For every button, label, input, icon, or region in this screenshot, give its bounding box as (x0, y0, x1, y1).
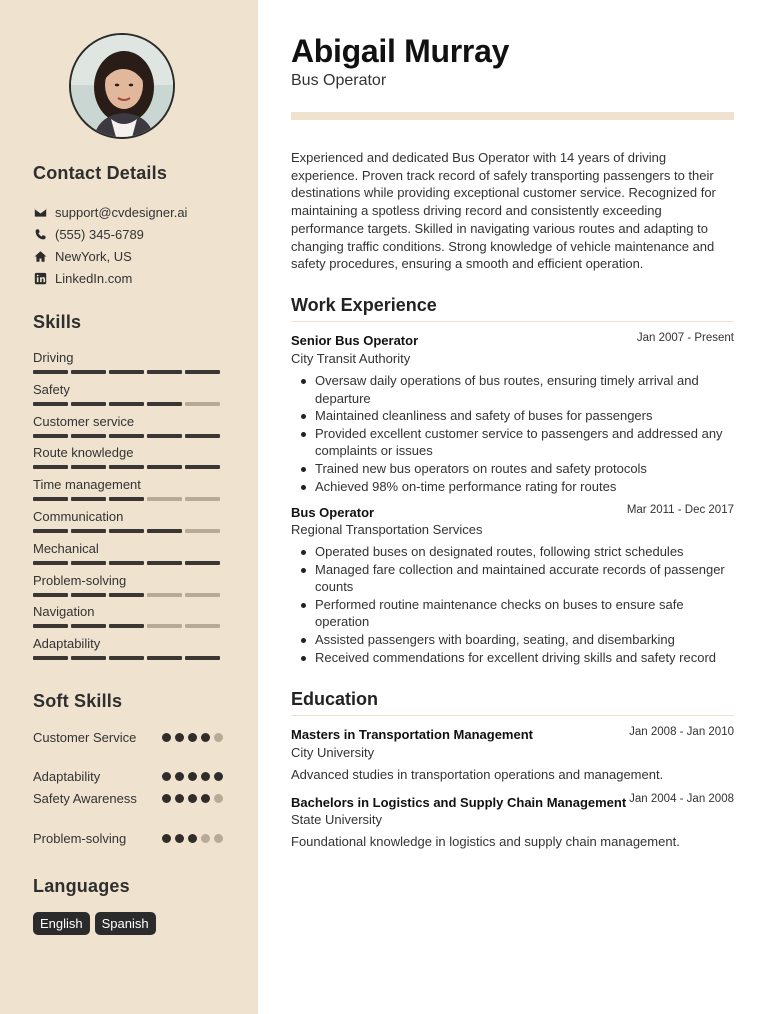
skill-level-segment (71, 497, 106, 501)
soft-skill-rating (162, 772, 223, 781)
skill-level-segment (109, 465, 144, 469)
school-name: City University (291, 745, 375, 760)
rating-dot (201, 834, 210, 843)
contact-email-text: support@cvdesigner.ai (55, 204, 188, 220)
soft-skill-item (33, 790, 223, 807)
skill-item (33, 509, 223, 533)
rating-dot (188, 794, 197, 803)
job-bullet: Managed fare collection and maintained accurate records of passenger counts (291, 561, 736, 596)
section-divider (291, 715, 734, 716)
skill-level-segment (147, 370, 182, 374)
soft-skill-label: Problem-solving (33, 831, 127, 846)
skill-level-segment (109, 656, 144, 660)
profile-photo (71, 35, 175, 139)
skill-level-segment (71, 624, 106, 628)
degree-title: Bachelors in Logistics and Supply Chain Management (291, 795, 627, 810)
rating-dot (214, 733, 223, 742)
languages-heading: Languages (33, 876, 130, 896)
rating-dot (214, 794, 223, 803)
main-content (258, 0, 768, 1014)
rating-dot (201, 772, 210, 781)
skill-item (33, 350, 223, 374)
rating-dot (162, 794, 171, 803)
skill-label: Route knowledge (33, 445, 134, 461)
job-bullets (291, 543, 736, 666)
skill-level-bar (33, 561, 223, 565)
skill-label: Navigation (33, 604, 95, 620)
contact-linkedin-text: LinkedIn.com (55, 270, 133, 286)
rating-dot (162, 834, 171, 843)
skill-level-segment (33, 497, 68, 501)
rating-dot (188, 834, 197, 843)
profile-summary: Experienced and dedicated Bus Operator with 14 years of driving experience. Proven track record of safely transporting passengers to their destinations while providing exceptional customer service. Recognized for maintaining a spotless driving record and consistently exceeding performance targets. Skilled in navigating various routes and adapting to changing traffic conditions. Strong knowledge of vehicle maintenance and safety procedures, ensuring a smooth and efficient operation. (291, 150, 716, 272)
rating-dot (214, 772, 223, 781)
skills-heading: Skills (33, 312, 82, 332)
job-dates: Mar 2011 - Dec 2017 (626, 504, 734, 516)
contact-phone (33, 225, 144, 243)
job-bullet: Oversaw daily operations of bus routes, ensuring timely arrival and departure (291, 372, 736, 407)
skill-level-segment (33, 529, 68, 533)
experience-heading: Work Experience (291, 295, 437, 315)
job-bullet: Assisted passengers with boarding, seating, and disembarking (291, 631, 736, 649)
degree-dates: Jan 2008 - Jan 2010 (629, 726, 734, 738)
soft-skill-item (33, 768, 223, 785)
soft-skill-label: Safety Awareness (33, 791, 137, 806)
languages-list (33, 912, 156, 935)
skill-level-bar (33, 656, 223, 660)
skill-level-segment (33, 370, 68, 374)
skill-level-segment (185, 434, 220, 438)
rating-dot (162, 772, 171, 781)
rating-dot (175, 772, 184, 781)
skill-level-segment (185, 561, 220, 565)
candidate-name: Abigail Murray (291, 33, 510, 69)
avatar (69, 33, 175, 139)
skill-label: Problem-solving (33, 572, 127, 588)
skill-level-segment (33, 656, 68, 660)
skill-level-segment (71, 370, 106, 374)
degree-title: Masters in Transportation Management (291, 727, 533, 742)
skill-level-segment (147, 593, 182, 597)
skill-item (33, 573, 223, 597)
contact-location (33, 247, 132, 265)
job-title: Bus Operator (291, 505, 375, 520)
soft-skills-heading: Soft Skills (33, 691, 123, 711)
skill-label: Mechanical (33, 540, 99, 556)
skill-level-segment (185, 593, 220, 597)
skill-level-segment (147, 656, 182, 660)
language-badge: Spanish (95, 912, 156, 935)
soft-skill-label: Adaptability (33, 769, 101, 784)
rating-dot (162, 733, 171, 742)
skill-level-segment (147, 465, 182, 469)
skill-level-bar (33, 402, 223, 406)
soft-skill-rating (162, 794, 223, 803)
skill-level-segment (33, 465, 68, 469)
rating-dot (188, 733, 197, 742)
skill-level-segment (147, 434, 182, 438)
skill-level-bar (33, 624, 223, 628)
skill-level-segment (109, 624, 144, 628)
skill-level-segment (185, 624, 220, 628)
job-employer: Regional Transportation Services (291, 522, 483, 537)
job-bullet: Received commendations for excellent driving skills and safety record (291, 649, 736, 667)
skill-level-segment (109, 593, 144, 597)
soft-skill-item (33, 729, 223, 746)
skill-level-segment (33, 402, 68, 406)
skill-level-segment (71, 561, 106, 565)
skill-label: Communication (33, 509, 124, 524)
soft-skill-rating (162, 834, 223, 843)
home-icon (33, 249, 47, 263)
skill-item (33, 541, 223, 565)
skill-item (33, 414, 223, 438)
skill-level-segment (185, 370, 220, 374)
soft-skill-rating (162, 733, 223, 742)
rating-dot (201, 733, 210, 742)
contact-heading: Contact Details (33, 163, 168, 183)
skill-level-segment (185, 497, 220, 501)
skill-item (33, 382, 223, 406)
rating-dot (214, 834, 223, 843)
job-bullets (291, 372, 736, 495)
soft-skill-label: Customer Service (33, 730, 137, 745)
section-divider (291, 321, 734, 322)
skill-label: Customer service (33, 413, 135, 429)
skill-level-segment (33, 561, 68, 565)
skill-level-bar (33, 370, 223, 374)
rating-dot (201, 794, 210, 803)
skill-label: Adaptability (33, 636, 101, 652)
skill-label: Safety (33, 381, 70, 397)
sidebar (0, 0, 258, 1014)
contact-email (33, 203, 187, 221)
job-bullet: Operated buses on designated routes, following strict schedules (291, 543, 736, 561)
skill-level-segment (147, 624, 182, 628)
rating-dot (175, 834, 184, 843)
skill-level-bar (33, 434, 223, 438)
rating-dot (175, 733, 184, 742)
skill-level-bar (33, 593, 223, 597)
skill-item (33, 445, 223, 469)
skill-level-bar (33, 465, 223, 469)
job-title: Senior Bus Operator (291, 333, 419, 348)
skill-item (33, 636, 223, 660)
job-bullet: Provided excellent customer service to passengers and addressed any complaints or issues (291, 425, 736, 460)
job-employer: City Transit Authority (291, 351, 411, 366)
skill-level-segment (147, 561, 182, 565)
skill-level-segment (109, 561, 144, 565)
skill-level-segment (109, 434, 144, 438)
skill-level-segment (71, 656, 106, 660)
skill-item (33, 604, 223, 628)
job-bullet: Achieved 98% on-time performance rating for routes (291, 478, 736, 496)
skill-level-segment (71, 593, 106, 597)
school-name: State University (291, 812, 383, 827)
soft-skill-item (33, 830, 223, 847)
phone-icon (33, 227, 47, 241)
skill-level-segment (33, 593, 68, 597)
linkedin-icon (33, 271, 47, 285)
degree-description: Foundational knowledge in logistics and supply chain management. (291, 834, 680, 849)
degree-dates: Jan 2004 - Jan 2008 (629, 793, 734, 805)
skill-label: Driving (33, 350, 74, 365)
rating-dot (175, 794, 184, 803)
skill-level-bar (33, 497, 223, 501)
skill-level-segment (147, 529, 182, 533)
envelope-icon (33, 205, 47, 219)
skill-level-segment (185, 529, 220, 533)
skill-item (33, 477, 223, 501)
education-heading: Education (291, 689, 379, 709)
skill-level-segment (185, 465, 220, 469)
skill-level-segment (71, 402, 106, 406)
skill-level-segment (71, 465, 106, 469)
skill-label: Time management (33, 477, 141, 493)
skill-level-segment (33, 624, 68, 628)
contact-linkedin (33, 269, 132, 287)
skill-level-segment (147, 497, 182, 501)
header-divider (291, 112, 734, 120)
skill-level-segment (33, 434, 68, 438)
skill-level-segment (147, 402, 182, 406)
contact-phone-text: (555) 345-6789 (55, 226, 144, 242)
job-bullet: Performed routine maintenance checks on buses to ensure safe operation (291, 596, 736, 631)
skill-level-segment (71, 529, 106, 533)
candidate-role: Bus Operator (291, 72, 387, 89)
job-dates: Jan 2007 - Present (636, 332, 734, 344)
job-bullet: Maintained cleanliness and safety of buses for passengers (291, 407, 736, 425)
skill-level-segment (109, 370, 144, 374)
skill-level-segment (109, 529, 144, 533)
skill-level-segment (109, 402, 144, 406)
skill-level-segment (185, 402, 220, 406)
skill-level-segment (71, 434, 106, 438)
degree-description: Advanced studies in transportation operations and management. (291, 767, 664, 782)
rating-dot (188, 772, 197, 781)
skill-level-segment (109, 497, 144, 501)
language-badge: English (33, 912, 90, 935)
contact-location-text: NewYork, US (55, 248, 132, 264)
skill-level-segment (185, 656, 220, 660)
skill-level-bar (33, 529, 223, 533)
job-bullet: Trained new bus operators on routes and safety protocols (291, 460, 736, 478)
